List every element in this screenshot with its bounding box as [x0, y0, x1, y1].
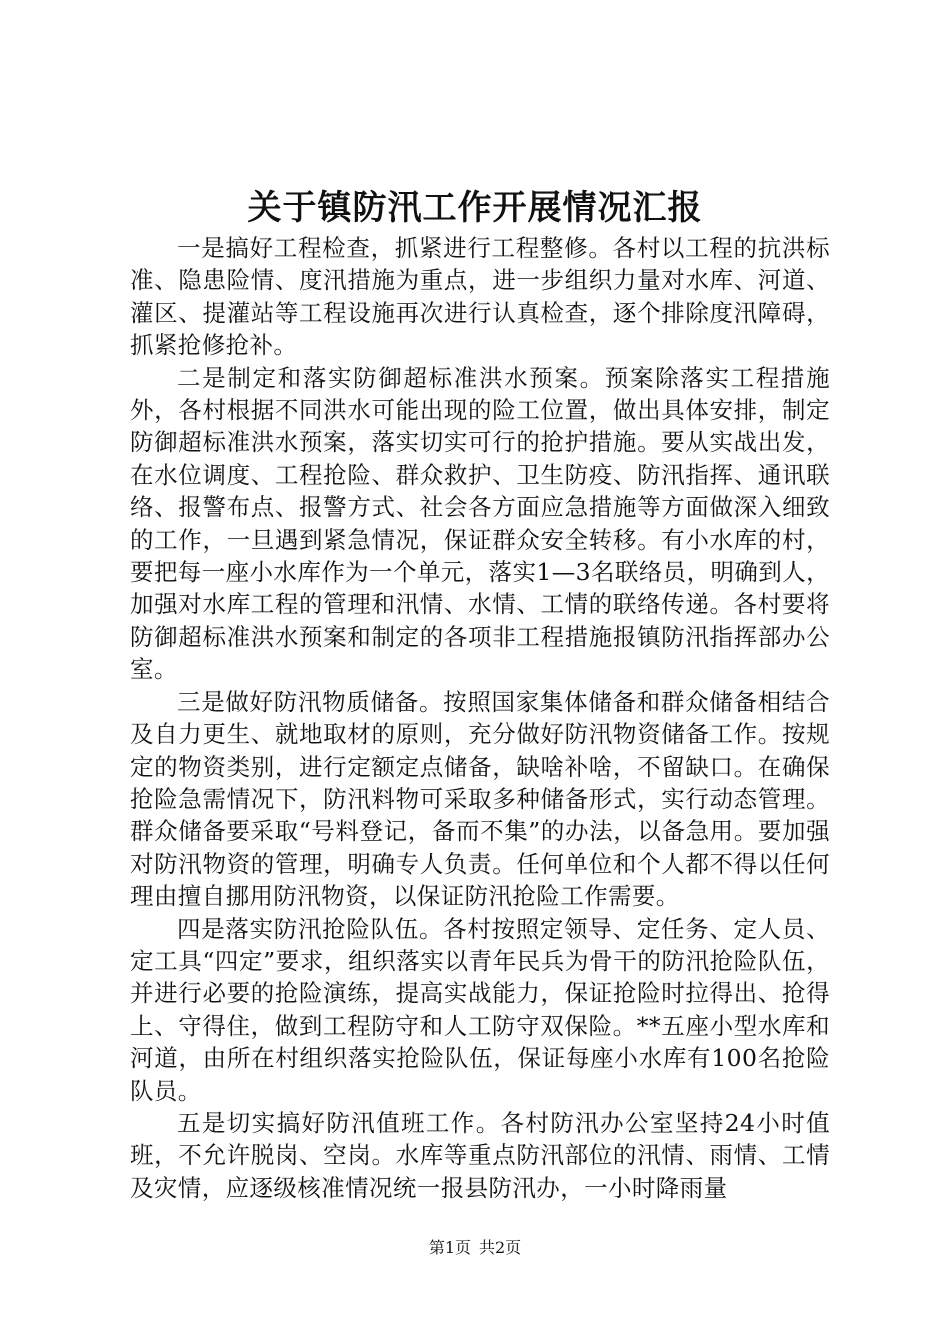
page-number: 第1页	[428, 1238, 471, 1257]
paragraph-engineering-inspection: 一是搞好工程检查，抓紧进行工程整修。各村以工程的抗洪标准、隐患险情、度汛措施为重点，进一步组织力量对水库、河道、灌区、提灌站等工程设施再次进行认真检查，逐个排除度汛障碍，抓紧抢修抢补。	[130, 234, 830, 360]
paragraph-flood-plan: 二是制定和落实防御超标准洪水预案。预案除落实工程措施外，各村根据不同洪水可能出现的险工位置，做出具体安排，制定防御超标准洪水预案，落实切实可行的抢护措施。要从实战出发，在水位调度、工程抢险、群众救护、卫生防疫、防汛指挥、通讯联络、报警布点、报警方式、社会各方面应急措施等方面做深入细致的工作，一旦遇到紧急情况，保证群众安全转移。有小水库的村，要把每一座小水库作为一个单元，落实1—3名联络员，明确到人，加强对水库工程的管理和汛情、水情、工情的联络传递。各村要将防御超标准洪水预案和制定的各项非工程措施报镇防汛指挥部办公室。	[130, 363, 830, 684]
page-total: 共2页	[479, 1238, 522, 1257]
paragraph-material-reserve: 三是做好防汛物质储备。按照国家集体储备和群众储备相结合及自力更生、就地取材的原则，充分做好防汛物资储备工作。按规定的物资类别，进行定额定点储备，缺啥补啥，不留缺口。在确保抢险急需情况下，防汛料物可采取多种储备形式，实行动态管理。群众储备要采取“号料登记，备而不集”的办法，以备急用。要加强对防汛物资的管理，明确专人负责。任何单位和个人都不得以任何理由擅自挪用防汛物资，以保证防汛抢险工作需要。	[130, 687, 830, 911]
paragraph-rescue-team: 四是落实防汛抢险队伍。各村按照定领导、定任务、定人员、定工具“四定”要求，组织落实以青年民兵为骨干的防汛抢险队伍，并进行必要的抢险演练，提高实战能力，保证抢险时拉得出、抢得上、守得住，做到工程防守和人工防守双保险。**五座小型水库和河道，由所在村组织落实抢险队伍，保证每座小水库有100名抢险队员。	[130, 914, 830, 1105]
paragraph-duty-work: 五是切实搞好防汛值班工作。各村防汛办公室坚持24小时值班，不允许脱岗、空岗。水库等重点防汛部位的汛情、雨情、工情及灾情，应逐级核准情况统一报县防汛办，一小时降雨量	[130, 1108, 830, 1202]
document-title: 关于镇防汛工作开展情况汇报	[247, 188, 703, 228]
page-footer	[0, 1236, 950, 1260]
document-body	[130, 232, 830, 1204]
